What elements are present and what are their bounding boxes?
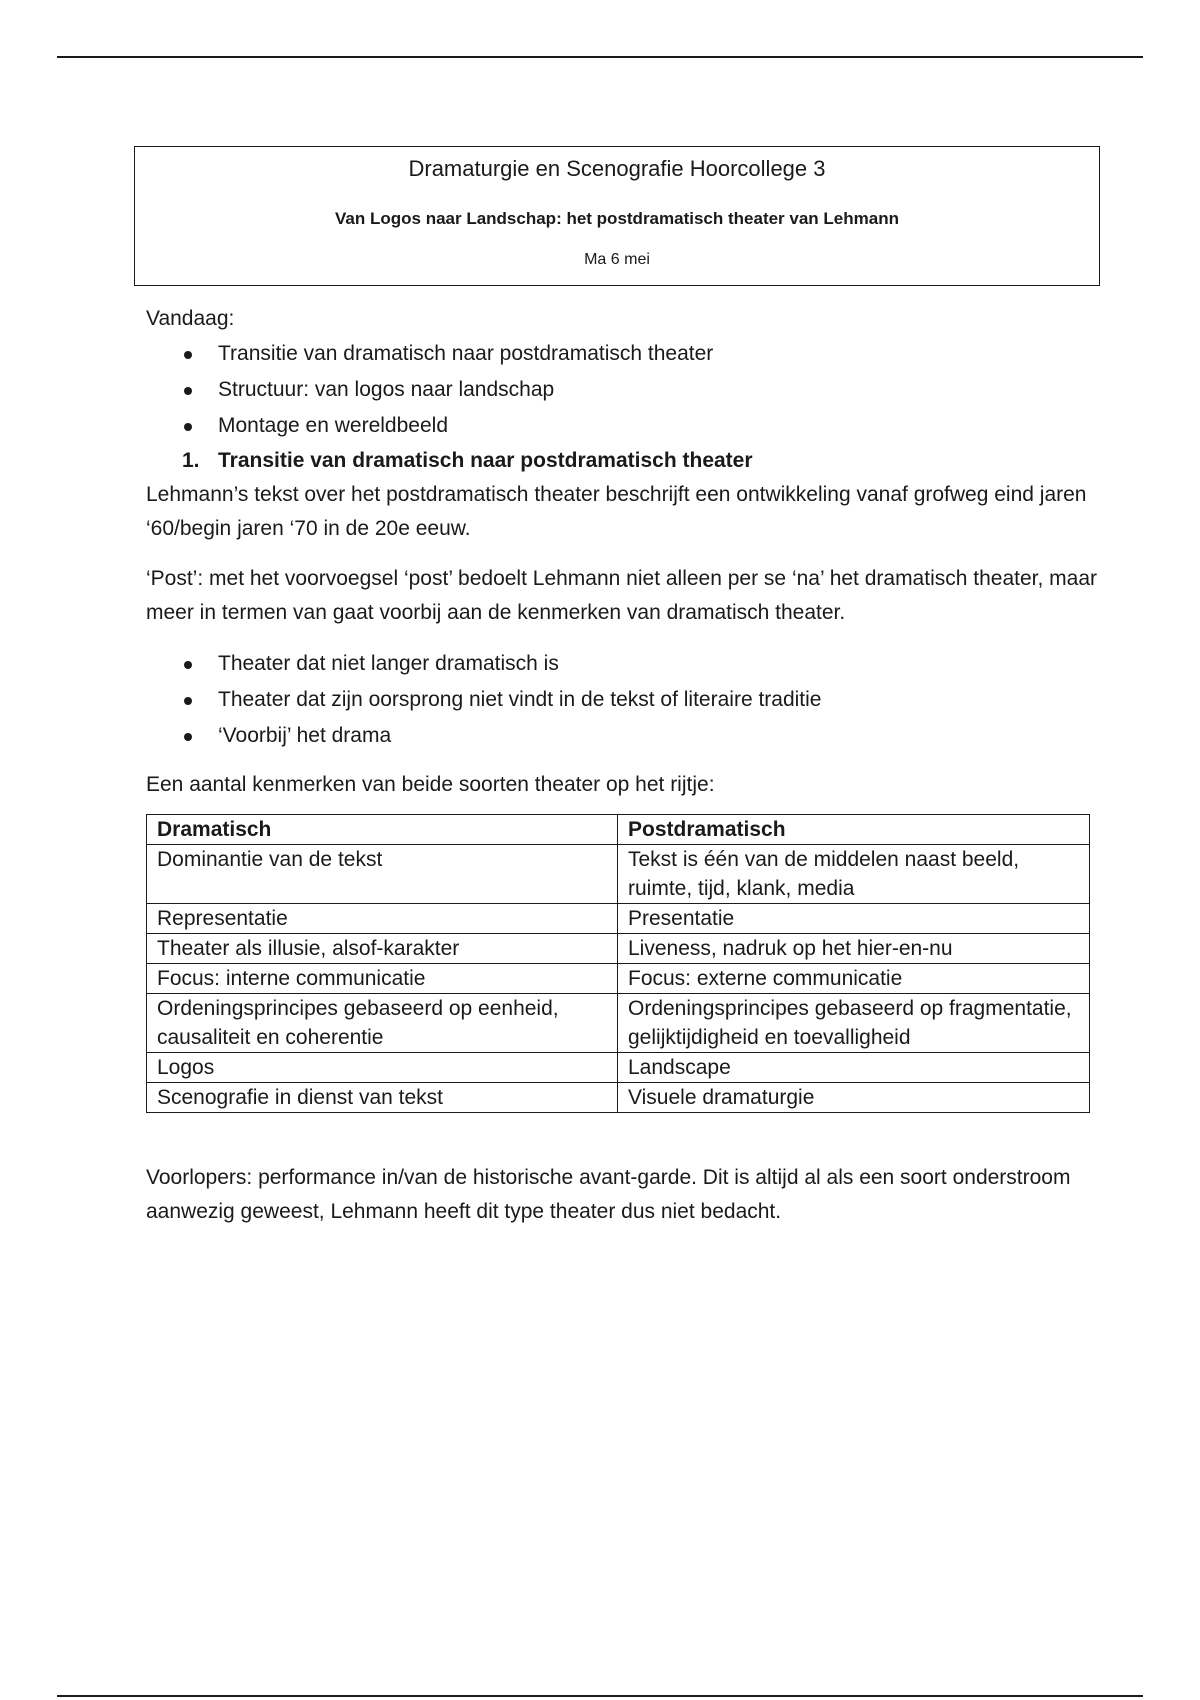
table-cell: Visuele dramaturgie: [618, 1083, 1090, 1113]
table-header-row: [147, 815, 1090, 845]
agenda-item: Montage en wereldbeeld: [218, 408, 1106, 444]
document-body: [146, 302, 1106, 1245]
table-cell: Scenografie in dienst van tekst: [147, 1083, 618, 1113]
paragraph: Lehmann’s tekst over het postdramatisch theater beschrijft een ontwikkeling vanaf grofweg eind jaren ‘60/begin jaren ‘70 in de 20e eeuw.: [146, 483, 1087, 540]
list-item: ‘Voorbij’ het drama: [218, 718, 1106, 754]
table-cell: Dominantie van de tekst: [147, 845, 618, 904]
table-row: [147, 1053, 1090, 1083]
table-cell: Landscape: [618, 1053, 1090, 1083]
table-cell: Representatie: [147, 904, 618, 934]
table-cell: Theater als illusie, alsof-karakter: [147, 934, 618, 964]
paragraph: ‘Post’: met het voorvoegsel ‘post’ bedoelt Lehmann niet alleen per se ‘na’ het dramatisch theater, maar meer in termen van gaat voorbij aan de kenmerken van dramatisch theater.: [146, 567, 1097, 624]
document-title: Dramaturgie en Scenografie Hoorcollege 3: [408, 156, 826, 181]
table-cell: Ordeningsprincipes gebaseerd op fragmentatie, gelijktijdigheid en toevalligheid: [618, 994, 1090, 1053]
table-cell: Ordeningsprincipes gebaseerd op eenheid, causaliteit en coherentie: [147, 994, 618, 1053]
document-date: Ma 6 mei: [584, 251, 650, 268]
comparison-table: [146, 814, 1090, 1113]
table-intro: Een aantal kenmerken van beide soorten theater op het rijtje:: [146, 773, 715, 796]
closing-paragraph: Voorlopers: performance in/van de historische avant-garde. Dit is altijd al als een soort onderstroom aanwezig geweest, Lehmann heeft dit type theater dus niet bedacht.: [146, 1166, 1071, 1223]
table-cell: Focus: interne communicatie: [147, 964, 618, 994]
bottom-rule: [57, 1695, 1143, 1697]
section-number: 1.: [182, 449, 200, 472]
table-cell: Focus: externe communicatie: [618, 964, 1090, 994]
list-item: Theater dat niet langer dramatisch is: [218, 646, 1106, 682]
title-box: [134, 146, 1100, 286]
agenda-item: Structuur: van logos naar landschap: [218, 372, 1106, 408]
table-row: [147, 845, 1090, 904]
column-header: Postdramatisch: [618, 815, 1090, 845]
table-cell: Tekst is één van de middelen naast beeld, ruimte, tijd, klank, media: [618, 845, 1090, 904]
list-item: Theater dat zijn oorsprong niet vindt in de tekst of literaire traditie: [218, 682, 1106, 718]
table-row: [147, 934, 1090, 964]
section-title: Transitie van dramatisch naar postdramatisch theater: [218, 449, 753, 472]
table-cell: Presentatie: [618, 904, 1090, 934]
top-rule: [57, 56, 1143, 58]
table-cell: Logos: [147, 1053, 618, 1083]
column-header: Dramatisch: [147, 815, 618, 845]
characteristics-list: [146, 646, 1106, 754]
table-row: [147, 994, 1090, 1053]
table-row: [147, 904, 1090, 934]
agenda-item: Transitie van dramatisch naar postdramatisch theater: [218, 336, 1106, 372]
table-cell: Liveness, nadruk op het hier-en-nu: [618, 934, 1090, 964]
agenda-list: [146, 336, 1106, 444]
section-heading: [146, 444, 1106, 478]
table-row: [147, 964, 1090, 994]
table-row: [147, 1083, 1090, 1113]
agenda-label: Vandaag:: [146, 307, 235, 330]
document-subtitle: Van Logos naar Landschap: het postdramatisch theater van Lehmann: [335, 209, 899, 228]
